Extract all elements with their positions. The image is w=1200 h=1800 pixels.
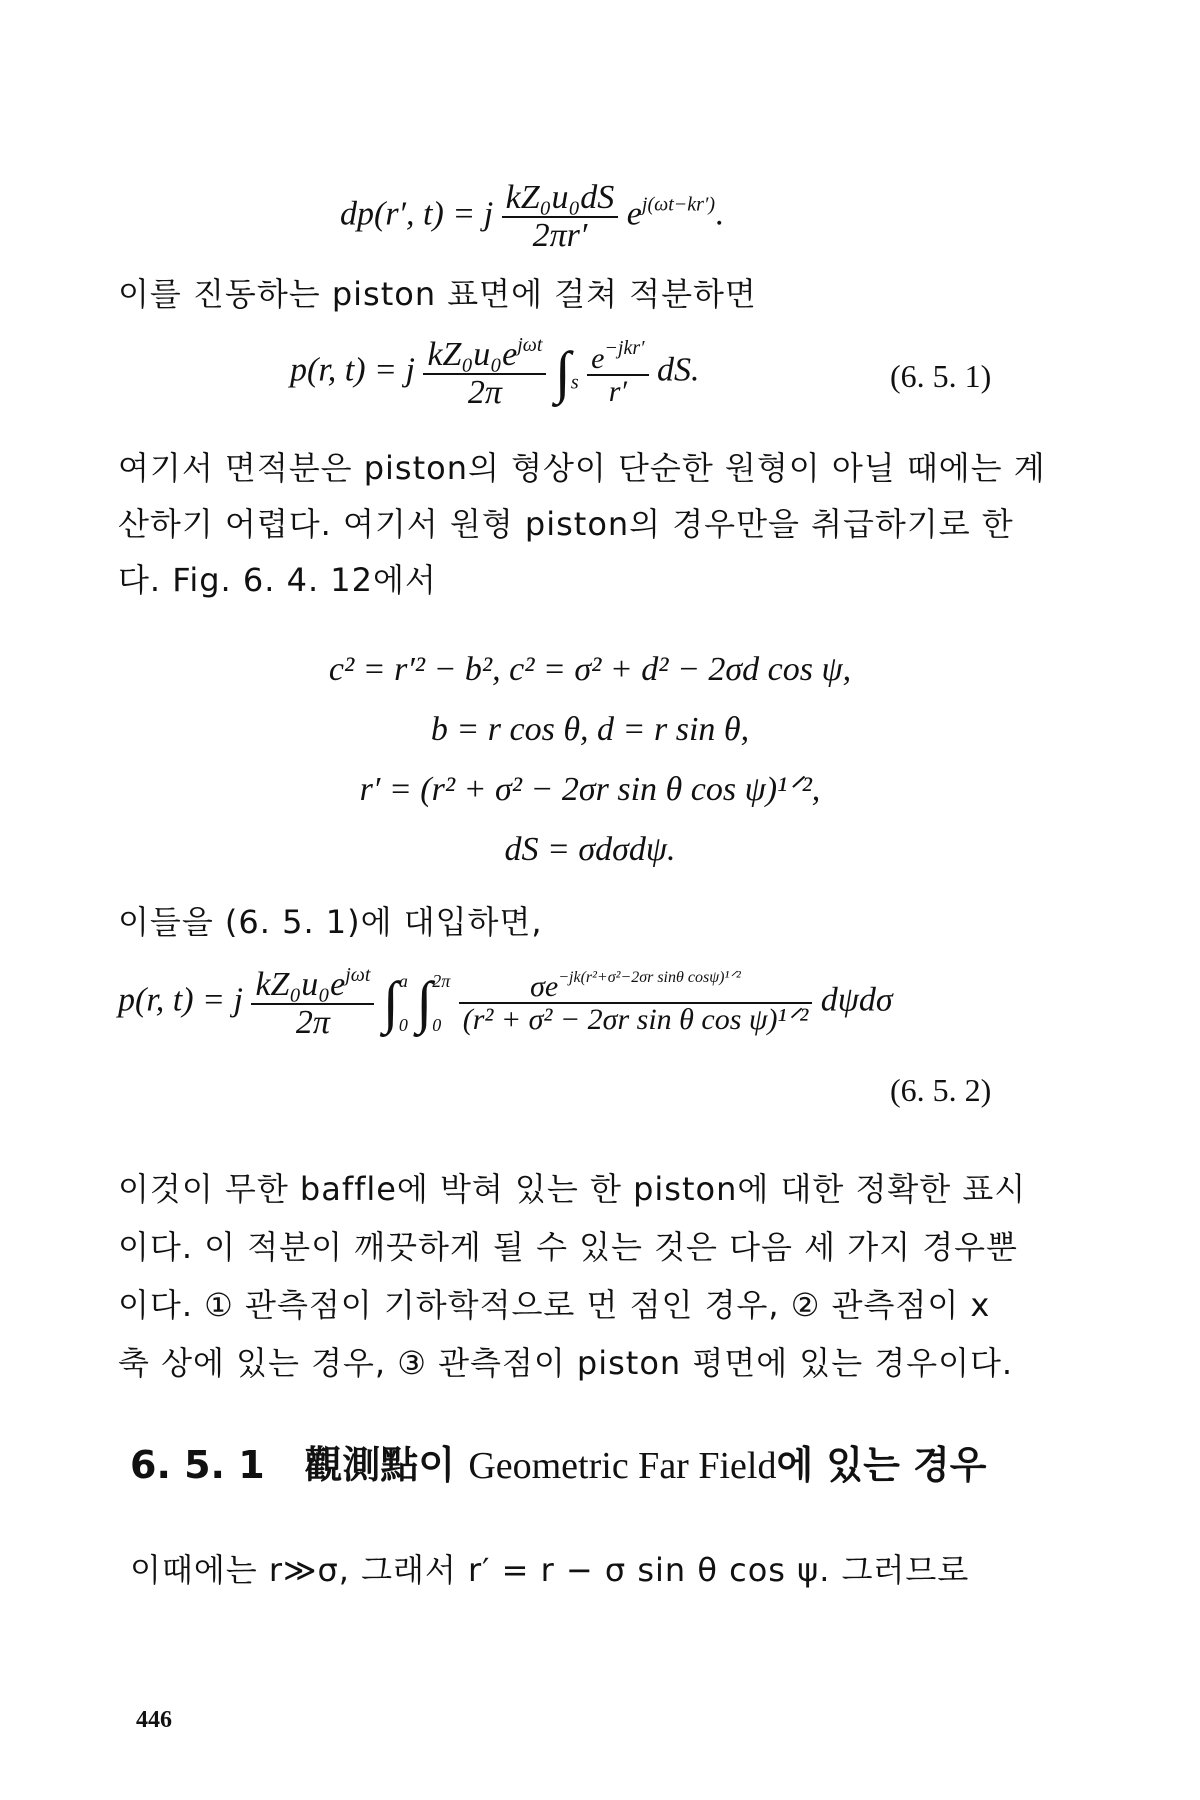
eq-dp-end: .	[714, 195, 724, 233]
eq-651-inner-fraction	[587, 338, 648, 408]
eq-652-denominator: 2π	[295, 1003, 330, 1041]
eq-651-inner-numerator: $e^{-jkr'}$	[587, 338, 648, 377]
equation-set-line-2: b = r cos θ, d = r sin θ,	[430, 711, 750, 748]
section-number: 6. 5. 1	[130, 1443, 265, 1487]
equation-set-line-3: r′ = (r² + σ² − 2σr sin θ cos ψ)¹ᐟ²,	[359, 771, 821, 808]
eq-651-denominator: 2π	[467, 373, 502, 411]
eq-dp-lhs: dp(r′, t) = j	[340, 195, 494, 233]
eq-651-int-sub: s	[570, 371, 579, 394]
paragraph-2-line-1: 여기서 면적분은 piston의 형상이 단순한 원형이 아닐 때에는 계	[118, 449, 1046, 487]
eq-652-inner-denominator: (r² + σ² − 2σr sin θ cos ψ)¹ᐟ²	[462, 1003, 809, 1037]
page-number: 446	[136, 1707, 172, 1733]
eq-651-lhs: p(r, t) = j	[290, 351, 415, 389]
section-heading	[130, 1434, 986, 1489]
paragraph-4-line-1: 이것이 무한 baffle에 박혀 있는 한 piston에 대한 정확한 표시	[118, 1170, 1027, 1208]
eq-651-numerator: $kZ_0u_0e^{j\omega t}$	[423, 335, 546, 375]
integral-sign-inner: ∫	[416, 969, 433, 1035]
equation-set-line-4: dS = σdσdψ.	[504, 831, 676, 868]
eq-652-lhs: p(r, t) = j	[118, 981, 243, 1019]
integral-sign: ∫	[554, 339, 571, 405]
paragraph-5: 이때에는 r≫σ, 그래서 r′ = r − σ sin θ cos ψ. 그러므로	[130, 1551, 970, 1589]
equation-set	[270, 640, 910, 880]
eq-dp-exp: e	[626, 195, 642, 233]
section-title-en: Geometric Far Field	[468, 1445, 777, 1487]
equation-6-5-2	[118, 965, 893, 1040]
eq-651-inner-denominator: r′	[608, 375, 627, 409]
eq-652-int1-limits: a 0	[398, 970, 408, 1035]
eq-dp-numerator: kZ₀u₀dS	[502, 180, 619, 218]
section-title-cjk: 觀測點이	[304, 1443, 456, 1487]
paragraph-2	[118, 440, 1098, 608]
paragraph-3: 이들을 (6. 5. 1)에 대입하면,	[118, 903, 543, 941]
eq-652-inner-numerator: $\sigma e^{-jk(r^2+\sigma^2-2\sigma r sin\theta cos\psi)^1ᐟ^2}$	[459, 970, 812, 1005]
eq-651-tail: dS.	[657, 351, 700, 389]
eq-652-fraction	[251, 965, 374, 1040]
paragraph-4-line-4: 축 상에 있는 경우, ③ 관측점이 piston 평면에 있는 경우이다.	[118, 1344, 1014, 1382]
equation-number-6-5-1: (6. 5. 1)	[890, 358, 992, 394]
eq-652-tail: dψdσ	[820, 981, 893, 1019]
eq-651-fraction	[423, 335, 546, 410]
eq-652-inner-fraction	[459, 970, 812, 1036]
eq-652-numerator: $kZ_0u_0e^{j\omega t}$	[251, 965, 374, 1005]
section-title-tail: 에 있는 경우	[776, 1443, 987, 1487]
paragraph-2-line-3: 다. Fig. 6. 4. 12에서	[118, 561, 437, 599]
eq-652-int2-limits: 2π 0	[432, 970, 451, 1035]
equation-dp	[340, 180, 723, 253]
paragraph-4-line-3: 이다. ① 관측점이 기하학적으로 먼 점인 경우, ② 관측점이 x	[118, 1286, 991, 1324]
eq-dp-fraction	[502, 180, 619, 253]
paragraph-1: 이를 진동하는 piston 표면에 걸쳐 적분하면	[118, 275, 757, 313]
eq-dp-denominator: 2πr′	[532, 216, 588, 254]
equation-set-line-1: c² = r′² − b², c² = σ² + d² − 2σd cos ψ,	[328, 651, 852, 688]
paragraph-4	[118, 1160, 1098, 1392]
equation-number-6-5-2: (6. 5. 2)	[890, 1072, 992, 1108]
eq-dp-exp-sup: j(ωt−kr′)	[641, 193, 715, 216]
paragraph-4-line-2: 이다. 이 적분이 깨끗하게 될 수 있는 것은 다음 세 가지 경우뿐	[118, 1228, 1018, 1266]
equation-6-5-1	[290, 335, 700, 410]
integral-sign-outer: ∫	[382, 969, 399, 1035]
paragraph-2-line-2: 산하기 어렵다. 여기서 원형 piston의 경우만을 취급하기로 한	[118, 505, 1014, 543]
